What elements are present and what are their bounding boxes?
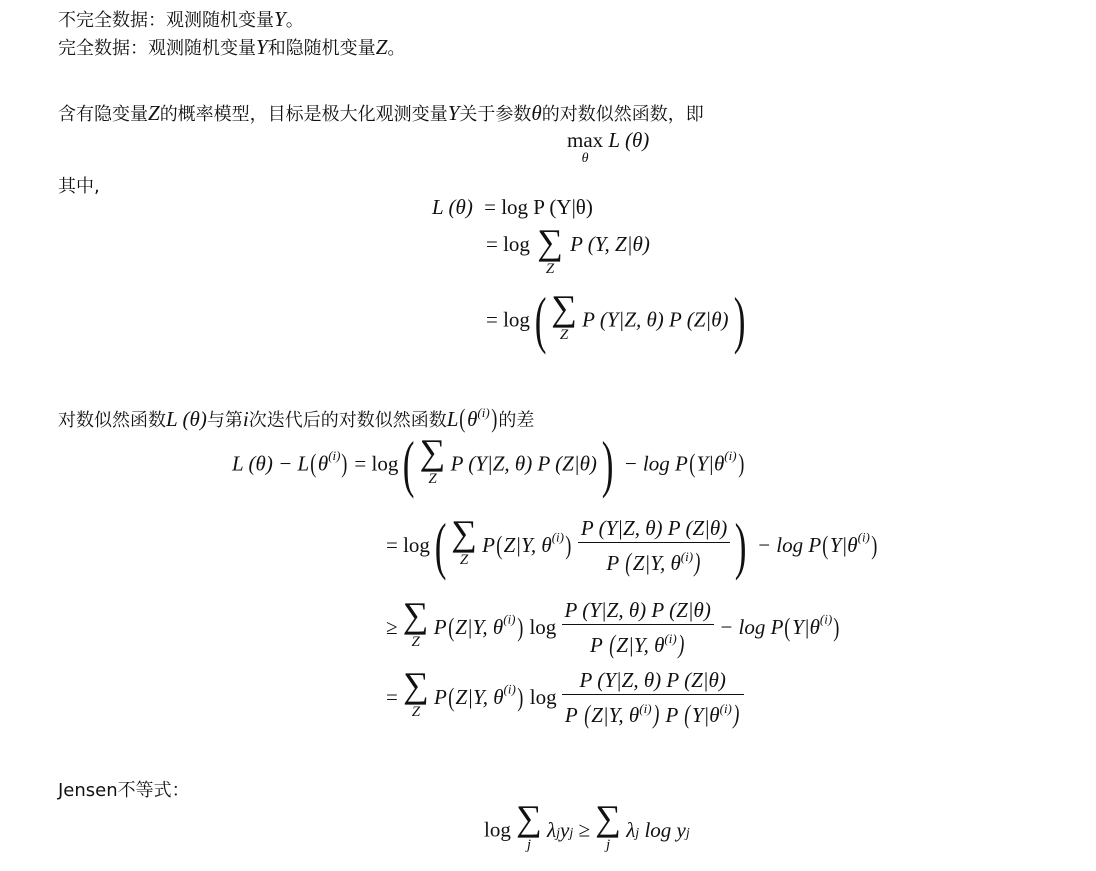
geq-symbol: ≥ — [578, 817, 591, 842]
fraction-numerator: P (Y|Z, θ) P (Z|θ) — [578, 514, 730, 543]
eq1-row3-log: = log — [486, 307, 530, 332]
diff-text-b: 与第 — [206, 410, 243, 431]
hidden-var-text: 和隐随机变量 — [267, 38, 376, 59]
fraction-denominator — [578, 543, 730, 577]
log-label: log — [484, 817, 511, 842]
right-paren-icon: ) — [516, 612, 523, 642]
period: 。 — [387, 38, 406, 59]
sum-subscript: Z — [411, 704, 421, 721]
subscript-j: j — [556, 825, 561, 841]
left-paren-icon: ( — [534, 284, 547, 356]
right-paren-icon: ) — [565, 530, 572, 560]
objective-text-d: 的对数似然函数，即 — [541, 104, 704, 125]
right-paren-icon: ) — [341, 449, 348, 479]
equals-symbol: = — [386, 685, 398, 709]
prob-inner: Z|Y, θ — [455, 615, 504, 639]
var-z: Z — [375, 35, 388, 59]
left-paren-icon: ( — [684, 700, 691, 729]
eq2-row3 — [386, 596, 841, 659]
diff-text-d: 的差 — [498, 410, 535, 431]
prob-p: P — [606, 551, 619, 575]
superscript-i: (i) — [664, 631, 677, 646]
objective-text-a: 含有隐变量 — [58, 104, 148, 125]
right-paren-icon: ) — [833, 612, 840, 642]
prob-inner: Z|Y, θ — [455, 685, 504, 709]
jensen-label: Jensen不等式： — [58, 780, 190, 801]
superscript-i: (i) — [503, 611, 516, 627]
var-y: y — [560, 817, 570, 842]
superscript-i: (i) — [639, 701, 652, 716]
right-paren-icon: ) — [733, 700, 740, 729]
right-paren-icon: ) — [735, 509, 747, 581]
var-L: L — [446, 407, 459, 431]
sum-subscript: j — [606, 837, 611, 853]
eq2-lhs: L (θ) − L — [232, 451, 310, 476]
objective-text-b: 的概率模型，目标是极大化观测变量 — [159, 104, 448, 125]
superscript-i: (i) — [719, 701, 732, 716]
sigma-icon: ∑ — [516, 798, 542, 838]
left-paren-icon: ( — [625, 548, 632, 577]
period: 。 — [285, 10, 304, 31]
prob-inner: Z|Y, θ — [503, 533, 552, 557]
tail-inner: Y|θ — [829, 533, 858, 557]
sigma-icon: ∑ — [403, 665, 429, 706]
prob-p: P — [434, 685, 447, 709]
diff-text-c: 次迭代后的对数似然函数 — [248, 410, 447, 431]
sum-operator — [403, 597, 429, 649]
equation-max-likelihood — [567, 128, 649, 166]
left-paren-icon: ( — [448, 682, 455, 712]
eq1-row2-body: P (Y, Z|θ) — [570, 232, 650, 256]
jensen-lhs-term — [547, 818, 573, 842]
prob-inner: Z|Y, θ — [616, 633, 665, 657]
eq2-row2-log: = log — [386, 533, 430, 557]
subscript-j: j — [635, 825, 640, 841]
sum-subscript: Z — [459, 552, 469, 569]
right-paren-icon: ) — [601, 428, 614, 500]
subscript-j: j — [685, 825, 690, 841]
prob-inner: Y|θ — [691, 703, 720, 727]
var-i: i — [242, 407, 249, 431]
fraction-numerator: P (Y|Z, θ) P (Z|θ) — [562, 596, 714, 625]
sum-operator — [420, 434, 446, 486]
eq2-row4 — [386, 666, 744, 729]
text-line-incomplete-data — [58, 6, 304, 32]
sum-operator — [516, 800, 542, 852]
right-paren-icon: ) — [517, 682, 524, 712]
text-line-difference — [58, 404, 534, 434]
eq2-row2-tail: − log P — [756, 533, 822, 557]
superscript-i: (i) — [680, 549, 694, 564]
tail-inner: Y|θ — [792, 615, 820, 639]
sum-subscript: Z — [559, 327, 569, 343]
eq2-row1 — [232, 428, 745, 500]
left-paren-icon: ( — [583, 700, 590, 729]
text-line-objective — [58, 100, 704, 126]
sum-subscript: j — [526, 837, 532, 853]
eq2-row1-log: = log — [354, 451, 399, 476]
fraction — [562, 596, 714, 659]
eq2-row3-tail: − log P — [719, 615, 784, 639]
var-theta: θ — [317, 451, 329, 476]
superscript-i: (i) — [551, 529, 564, 545]
left-paren-icon: ( — [689, 449, 696, 479]
jensen-rhs-term — [626, 818, 690, 842]
right-paren-icon: ) — [694, 548, 701, 577]
geq-symbol: ≥ — [386, 615, 398, 639]
text-line-complete-data — [58, 34, 405, 60]
sigma-icon: ∑ — [537, 222, 563, 262]
eq1-row3 — [486, 284, 750, 356]
jensen-inequality — [484, 800, 690, 852]
fraction — [562, 666, 744, 729]
right-paren-icon: ) — [652, 700, 659, 729]
right-paren-icon: ) — [678, 630, 685, 659]
var-y: Y — [274, 7, 286, 31]
sum-operator — [451, 515, 477, 567]
diff-text-a: 对数似然函数 — [58, 410, 166, 431]
eq1-row2-log: = log — [486, 232, 530, 256]
lambda: λ — [547, 817, 557, 842]
right-paren-icon: ) — [490, 404, 498, 433]
left-paren-icon: ( — [403, 428, 415, 500]
prob-p: P — [590, 633, 603, 657]
var-z: Z — [148, 101, 160, 125]
superscript-i: (i) — [857, 529, 870, 545]
fraction-denominator — [562, 695, 744, 729]
objective-text-c: 关于参数 — [459, 104, 532, 125]
sigma-icon: ∑ — [419, 432, 446, 472]
subscript-j: j — [569, 825, 574, 841]
left-paren-icon: ( — [434, 509, 447, 581]
max-body: L (θ) — [608, 128, 650, 152]
eq2-row1-tail-inner: Y|θ — [696, 451, 725, 476]
sigma-icon: ∑ — [402, 595, 429, 636]
fraction-numerator: P (Y|Z, θ) P (Z|θ) — [562, 666, 744, 695]
var-theta: θ — [467, 407, 478, 431]
superscript-i: (i) — [819, 611, 833, 627]
prob-inner: Z|Y, θ — [632, 551, 681, 575]
complete-data-text: 完全数据：观测随机变量 — [58, 38, 256, 59]
eq1-lhs: L (θ) — [432, 195, 473, 219]
max-operator — [567, 128, 603, 166]
superscript-i: (i) — [724, 448, 737, 463]
right-paren-icon: ) — [737, 449, 744, 479]
where-label: 其中, — [58, 176, 100, 197]
eq2-row2 — [386, 509, 879, 581]
sigma-icon: ∑ — [551, 288, 577, 328]
left-paren-icon: ( — [784, 612, 791, 642]
prob-inner: Z|Y, θ — [591, 703, 640, 727]
left-paren-icon: ( — [459, 404, 466, 433]
sum-operator — [537, 224, 563, 276]
eq2-row1-inner: P (Y|Z, θ) P (Z|θ) — [450, 451, 597, 476]
log-y: log y — [644, 817, 686, 842]
var-L-theta: L (θ) — [166, 407, 207, 431]
var-theta: θ — [531, 101, 542, 125]
eq1-row3-body: P (Y|Z, θ) P (Z|θ) — [582, 307, 729, 332]
max-label: max — [567, 128, 604, 152]
left-paren-icon: ( — [447, 612, 454, 642]
sum-operator — [403, 667, 429, 719]
sigma-icon: ∑ — [595, 798, 621, 838]
log-label: log — [529, 615, 557, 639]
sum-operator — [551, 290, 577, 342]
left-paren-icon: ( — [822, 530, 829, 560]
superscript-i: (i) — [477, 405, 490, 420]
eq2-row1-tail: − log P — [623, 451, 688, 476]
sum-subscript: Z — [545, 261, 555, 277]
sum-operator — [595, 800, 621, 852]
lambda: λ — [626, 817, 636, 842]
var-y: Y — [447, 101, 460, 125]
sum-subscript: Z — [428, 471, 437, 487]
right-paren-icon: ) — [733, 284, 746, 356]
log-label: log — [529, 685, 557, 709]
left-paren-icon: ( — [496, 530, 503, 560]
eq1-rhs1: = log P (Y|θ) — [484, 195, 593, 219]
var-y: Y — [256, 35, 268, 59]
fraction — [578, 514, 730, 577]
prob-p: P — [665, 703, 678, 727]
sigma-icon: ∑ — [451, 513, 477, 554]
left-paren-icon: ( — [310, 449, 317, 479]
left-paren-icon: ( — [609, 630, 616, 659]
eq1-row2 — [486, 224, 650, 276]
fraction-denominator — [562, 625, 714, 659]
superscript-i: (i) — [328, 448, 341, 463]
incomplete-data-text: 不完全数据：观测随机变量 — [58, 10, 274, 31]
prob-p: P — [482, 533, 495, 557]
eq1-row1 — [432, 195, 593, 220]
prob-p: P — [564, 703, 578, 727]
superscript-i: (i) — [503, 681, 516, 697]
max-subscript: θ — [581, 151, 589, 166]
right-paren-icon: ) — [871, 530, 878, 560]
sum-subscript: Z — [411, 634, 420, 651]
prob-p: P — [433, 615, 447, 639]
